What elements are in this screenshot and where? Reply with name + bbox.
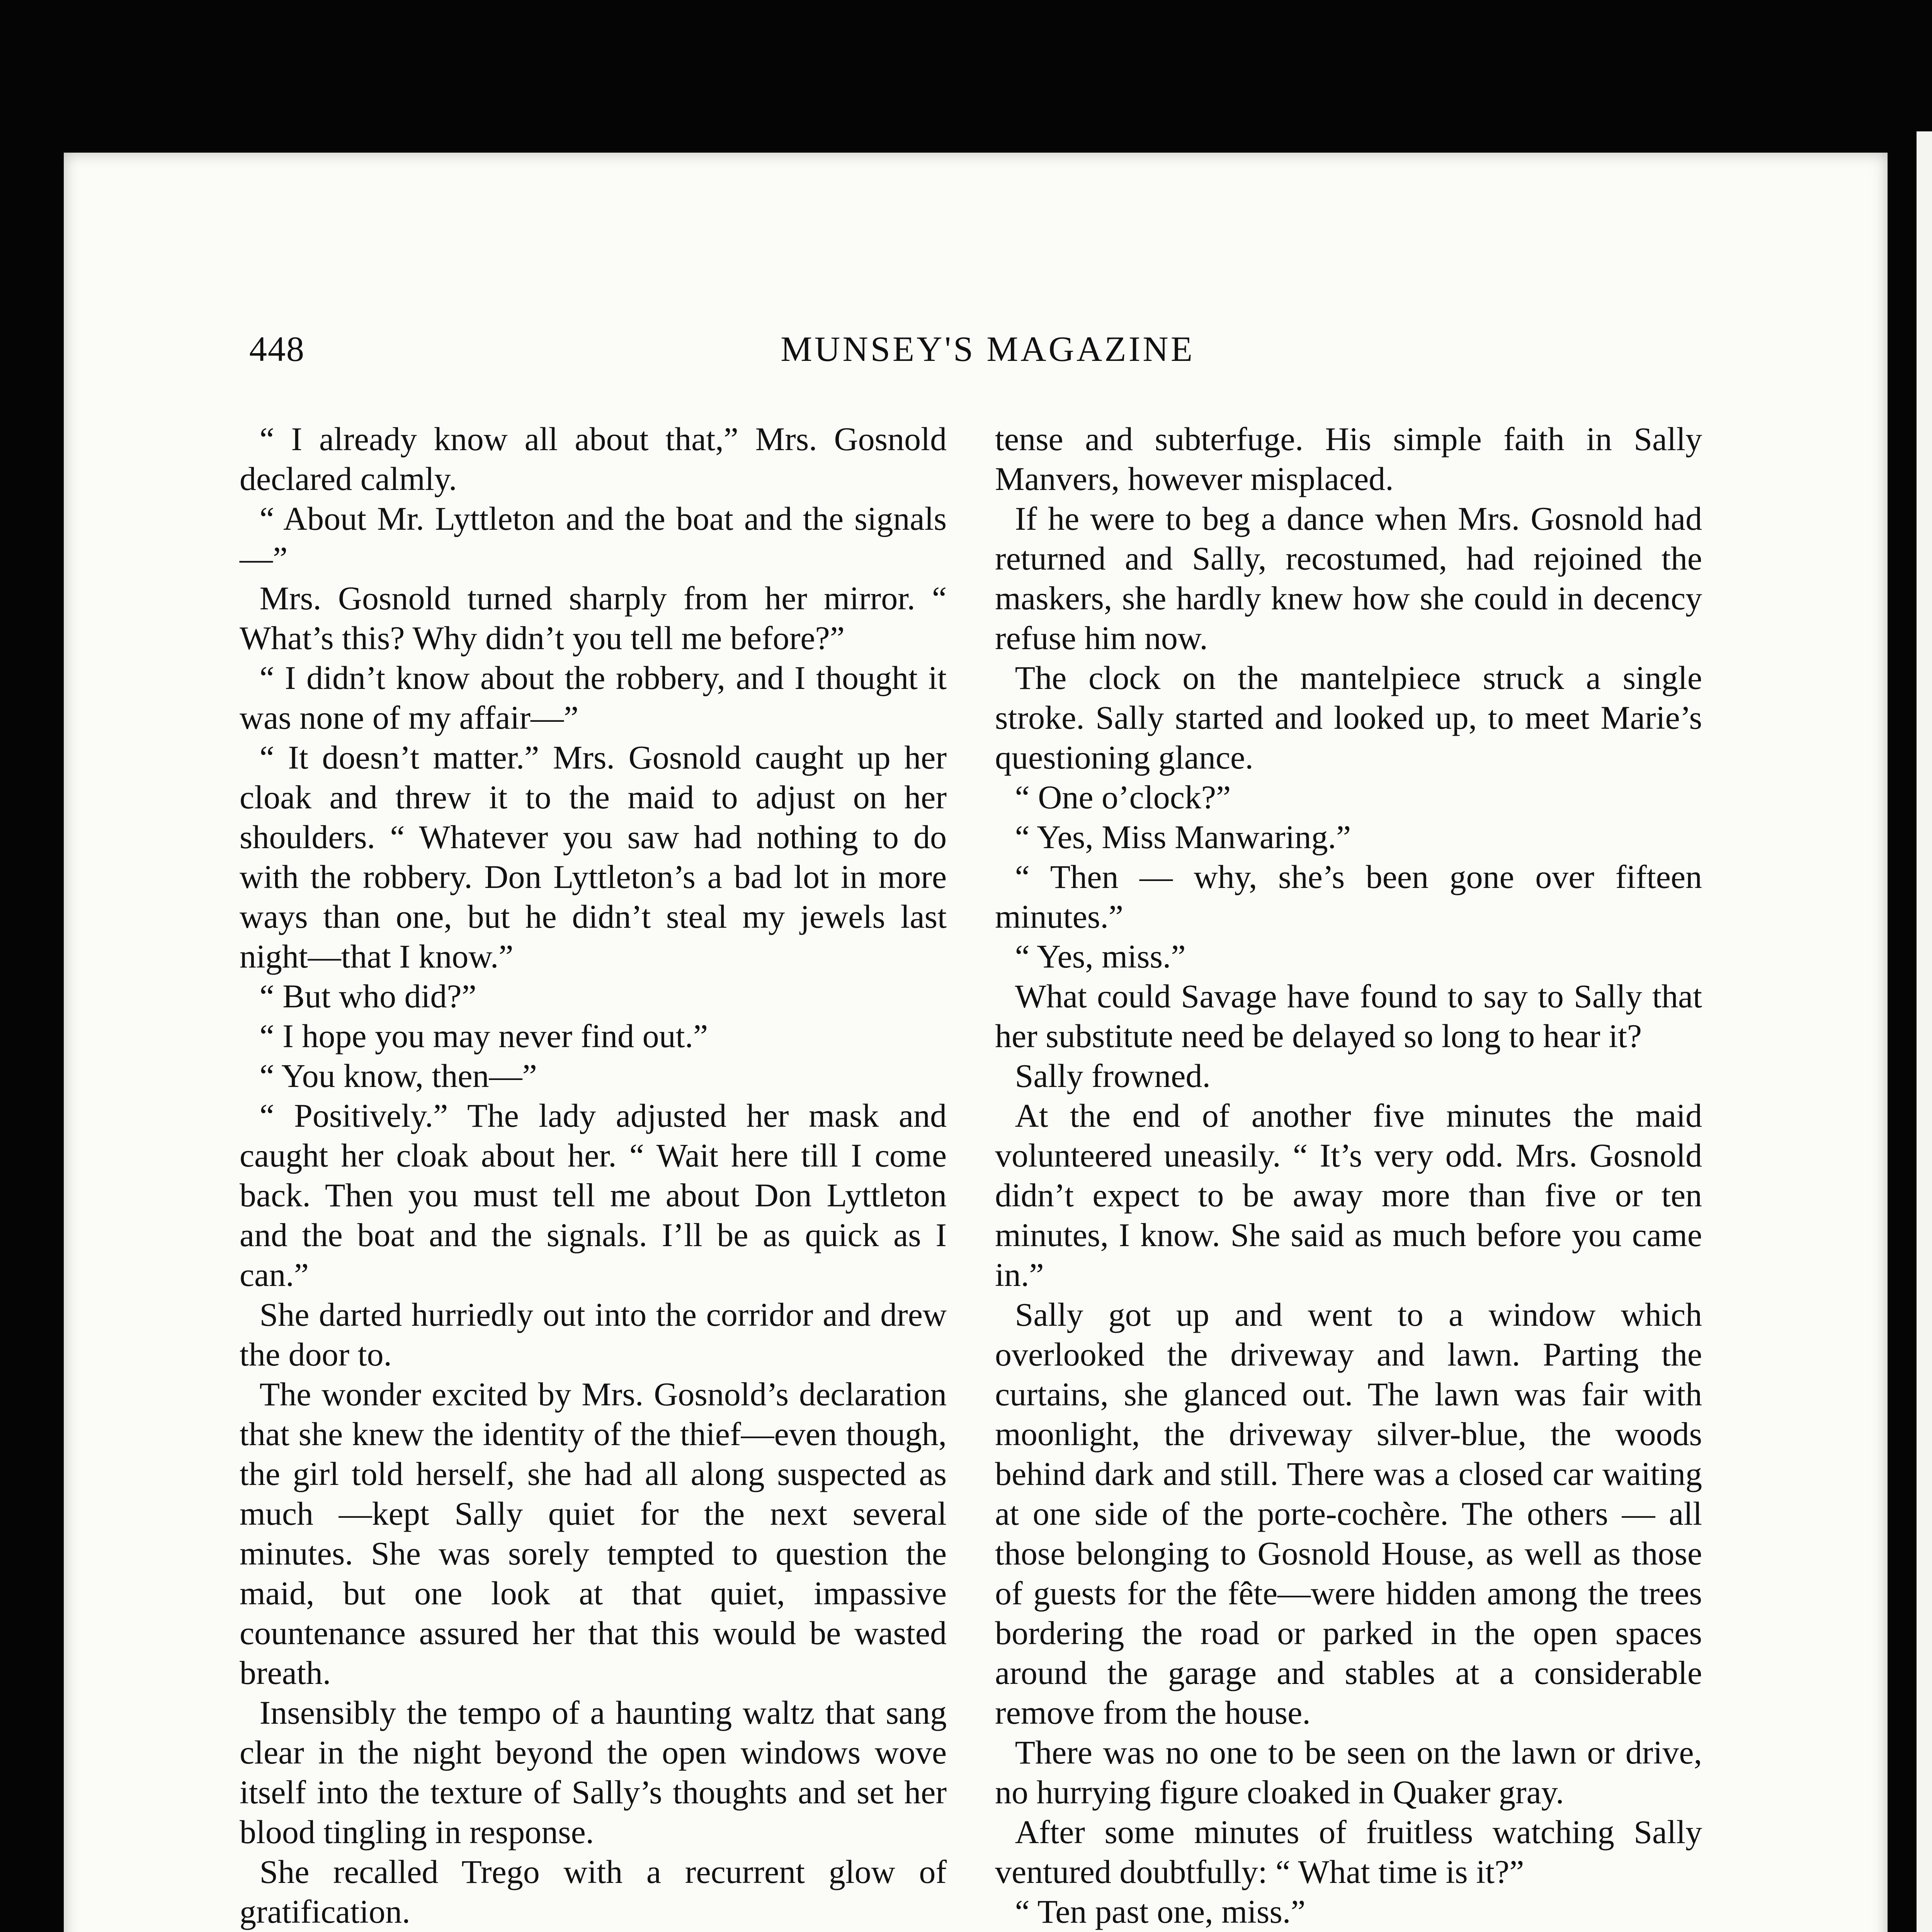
paragraph: After some minutes of fruitless watching Sally ventured doubtfully: “ What time is it?” [995, 1813, 1702, 1890]
paragraph: “ Ten past one, miss.” [1015, 1893, 1306, 1930]
page-number: 448 [249, 329, 305, 369]
paragraph: “ But who did?” [259, 978, 476, 1015]
paragraph: “ I didn’t know about the robbery, and I thought it was none of my affair—” [240, 659, 947, 736]
paragraph: “ I already know all about that,” Mrs. Gosnold declared calmly. [240, 420, 947, 497]
paragraph: tense and subterfuge. His simple faith in Sally Manvers, however misplaced. [995, 420, 1702, 497]
paragraph: She recalled Trego with a recurrent glow of gratification. [240, 1853, 947, 1930]
paragraph: The clock on the mantelpiece struck a single stroke. Sally started and looked up, to meet Marie’s questioning glance. [995, 659, 1702, 776]
right-text-column [995, 419, 1702, 1932]
paragraph: “ You know, then—” [259, 1057, 537, 1094]
paragraph: At the end of another five minutes the maid volunteered uneasily. “ It’s very odd. Mrs. Gosnold didn’t expect to be away more than five or ten minutes, I know. She said as much before you came in.” [995, 1097, 1702, 1293]
paragraph: “ Positively.” The lady adjusted her mask and caught her cloak about her. “ Wait here till I come back. Then you must tell me about Don Lyttleton and the boat and the signals. I’ll be as quick as I can.” [240, 1097, 947, 1293]
paragraph: If he were to beg a dance when Mrs. Gosnold had returned and Sally, recostumed, had rejoined the maskers, she hardly knew how she could in decency refuse him now. [995, 500, 1702, 656]
paragraph: What could Savage have found to say to Sally that her substitute need be delayed so long to hear it? [995, 978, 1702, 1054]
adjacent-page-edge [1917, 131, 1932, 1932]
paragraph: Mrs. Gosnold turned sharply from her mirror. “ What’s this? Why didn’t you tell me before?” [240, 580, 947, 656]
paragraph: “ About Mr. Lyttleton and the boat and the signals—” [240, 500, 947, 577]
paragraph: There was no one to be seen on the lawn or drive, no hurrying figure cloaked in Quaker gray. [995, 1734, 1702, 1811]
paragraph: “ One o’clock?” [1015, 779, 1231, 816]
paragraph: “ Yes, miss.” [1015, 938, 1186, 975]
paragraph: Sally frowned. [1015, 1057, 1211, 1094]
paragraph: “ It doesn’t matter.” Mrs. Gosnold caught up her cloak and threw it to the maid to adjust on her shoulders. “ Whatever you saw had nothing to do with the robbery. Don Lyttleton’s a bad lot in more ways than one, but he didn’t steal my jewels last night—that I know.” [240, 739, 947, 975]
running-title: MUNSEY'S MAGAZINE [781, 329, 1195, 369]
paragraph: “ Yes, Miss Manwaring.” [1015, 818, 1351, 855]
paragraph: “ I hope you may never find out.” [259, 1017, 708, 1054]
paragraph: Sally got up and went to a window which overlooked the driveway and lawn. Parting the curtains, she glanced out. The lawn was fair with moonlight, the driveway silver-blue, the woods behind dark and still. There was a closed car waiting at one side of the porte-cochère. The others — all those belonging to Gosnold House, as well as those of guests for the fête—were hidden among the trees bordering the road or parked in the open spaces around the garage and stables at a considerable remove from the house. [995, 1296, 1702, 1731]
page-header [249, 328, 1726, 375]
paragraph: Insensibly the tempo of a haunting waltz that sang clear in the night beyond the open windows wove itself into the texture of Sally’s thoughts and set her blood tingling in response. [240, 1694, 947, 1850]
left-text-column [240, 419, 947, 1932]
paragraph: She darted hurriedly out into the corridor and drew the door to. [240, 1296, 947, 1373]
paragraph: The wonder excited by Mrs. Gosnold’s declaration that she knew the identity of the thief—even though, the girl told herself, she had all along suspected as much —kept Sally quiet for the next several minutes. She was sorely tempted to question the maid, but one look at that quiet, impassive countenance assured her that this would be wasted breath. [240, 1376, 947, 1691]
paragraph: “ Then — why, she’s been gone over fifteen minutes.” [995, 858, 1702, 935]
